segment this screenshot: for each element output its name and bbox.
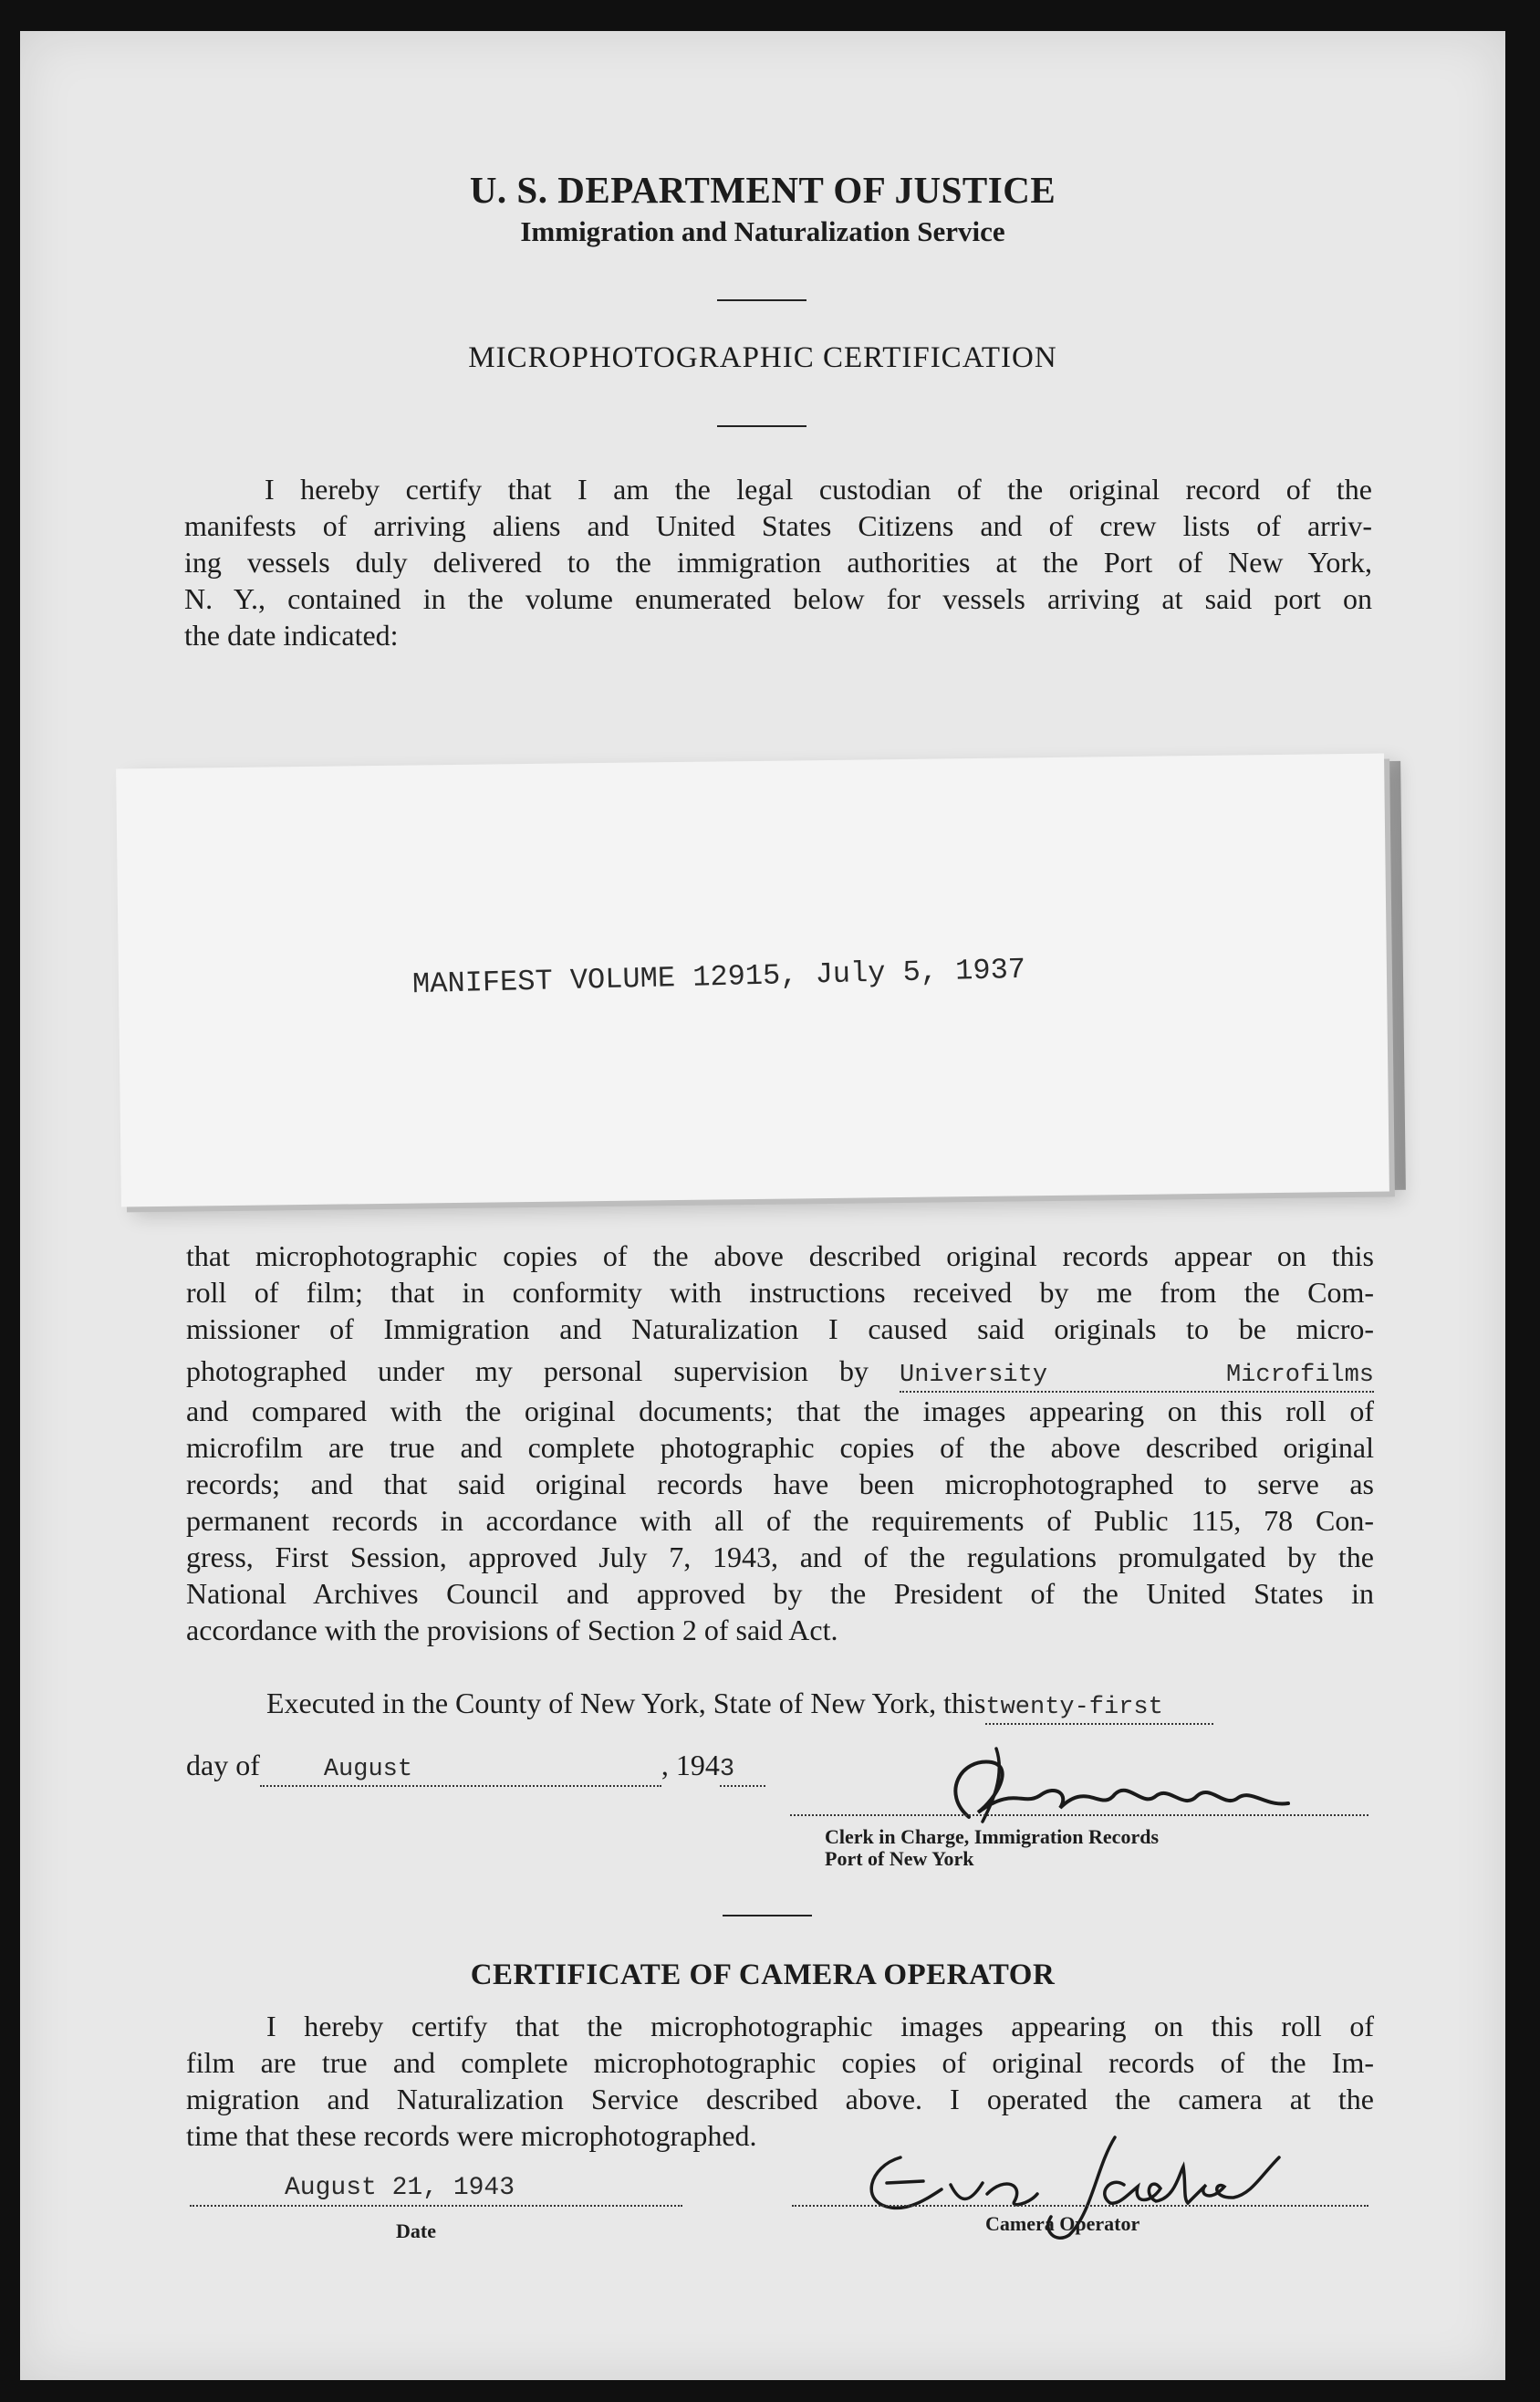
supervision-by-value: University Microfilms [900, 1362, 1375, 1389]
certificate-page [20, 31, 1505, 2380]
clerk-signature-line [790, 1814, 1368, 1816]
body-line: missioner of Immigration and Naturalization I caused said originals to be micro- [186, 1312, 1374, 1345]
camera-certificate-title: CERTIFICATE OF CAMERA OPERATOR [470, 1958, 1056, 1991]
camera-line: migration and Naturalization Service described above. I operated the camera at the [186, 2083, 1374, 2115]
month-field [260, 1749, 661, 1787]
service-subheading: Immigration and Naturalization Service [520, 215, 1005, 247]
camera-line: I hereby certify that the microphotographic images appearing on this roll of [266, 2010, 1374, 2042]
operator-label: Camera Operator [985, 2212, 1140, 2235]
camera-line: time that these records were microphotographed. [186, 2119, 757, 2152]
intro-line: manifests of arriving aliens and United States Citizens and of crew lists of arriv- [184, 509, 1372, 542]
intro-line: N. Y., contained in the volume enumerated below for vessels arriving at said port on [184, 582, 1372, 615]
department-heading: U. S. DEPARTMENT OF JUSTICE [469, 169, 1056, 211]
date-value: August 21, 1943 [285, 2174, 515, 2202]
supervision-line [186, 1352, 1374, 1393]
intro-line: I hereby certify that I am the legal custodian of the original record of the [265, 473, 1372, 506]
body-line: gress, First Session, approved July 7, 1943, and of the regulations promulgated by the [186, 1540, 1374, 1573]
body-line: microfilm are true and complete photographic copies of the above described original [186, 1431, 1374, 1464]
intro-line: ing vessels duly delivered to the immigration authorities at the Port of New York, [184, 546, 1372, 579]
executed-prefix: Executed in the County of New York, State of New York, this [266, 1687, 986, 1719]
body-line: and compared with the original documents; that the images appearing on this roll of [186, 1394, 1374, 1427]
month-value: August [323, 1756, 413, 1783]
day-of-line [186, 1747, 843, 1787]
divider-1 [717, 299, 806, 301]
body-line: that microphotographic copies of the above described original records appear on this [186, 1239, 1374, 1272]
day-field [985, 1687, 1213, 1725]
day-value: twenty-first [985, 1694, 1163, 1721]
intro-line: the date indicated: [184, 619, 399, 652]
body-line: National Archives Council and approved by the President of the United States in [186, 1577, 1374, 1610]
day-of-label: day of [186, 1749, 260, 1781]
year-field [720, 1749, 765, 1787]
body-line: permanent records in accordance with all of the requirements of Public 115, 78 Con- [186, 1504, 1374, 1537]
supervision-prefix: photographed under my personal supervision by [186, 1354, 869, 1387]
date-label: Date [396, 2219, 436, 2242]
certification-title: MICROPHOTOGRAPHIC CERTIFICATION [468, 341, 1057, 374]
divider-2 [717, 425, 806, 427]
camera-line: film are true and complete microphotographic copies of original records of the Im- [186, 2046, 1374, 2079]
executed-line [266, 1685, 1374, 1725]
body-line: records; and that said original records have been microphotographed to serve as [186, 1467, 1374, 1500]
year-prefix: , 194 [661, 1749, 720, 1781]
body-line: roll of film; that in conformity with instructions received by me from the Com- [186, 1276, 1374, 1309]
clerk-location: Port of New York [825, 1847, 974, 1870]
manifest-volume-text: MANIFEST VOLUME 12915, July 5, 1937 [411, 952, 1026, 1002]
body-line: accordance with the provisions of Section 2 of said Act. [186, 1614, 838, 1646]
supervision-field [900, 1355, 1374, 1393]
operator-signature-line [792, 2205, 1368, 2207]
year-digit: 3 [719, 1756, 735, 1783]
divider-3 [723, 1915, 812, 1916]
intro-paragraph [184, 471, 1372, 653]
body-paragraph [186, 1238, 1374, 1648]
date-line [190, 2205, 682, 2207]
clerk-title: Clerk in Charge, Immigration Records [825, 1825, 1160, 1848]
